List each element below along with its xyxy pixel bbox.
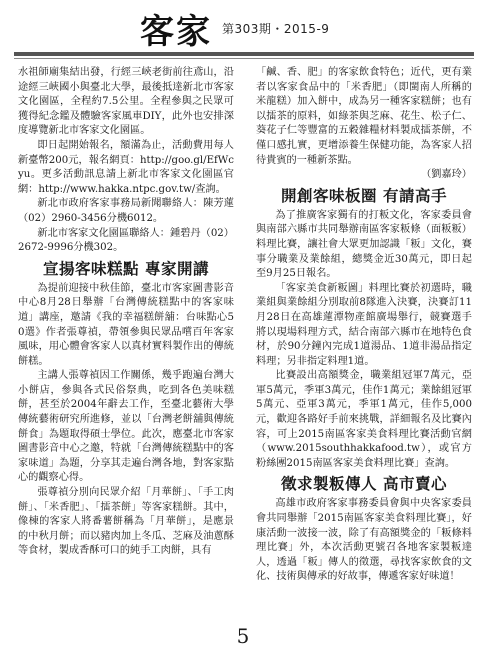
- right-column: [256, 66, 472, 585]
- paragraph: 即日起開始報名，額滿為止，活動費用每人新臺幣200元，報名網頁：http://goo.gl/EfWcyu。更多活動訊息請上新北市客家文化園區官網：http://www.hakka.ntpc.gov.tw/查詢。: [18, 139, 234, 195]
- paragraph: 張尊禎分別向民眾介紹「月華餅」、「手工肉餅」、「米香肥」、「擂茶餅」等客家糕餅。其中，像棟的客家人將番薯餅稱為「月華餅」，是應景的中秋月餅；而以豬肉加上冬瓜、芝麻及油蔥酥等食材，製成香酥可口的純手工肉餅，具有: [18, 487, 234, 557]
- article-heading: 開創客味板圈 有請高手: [281, 186, 447, 205]
- paragraph: 「鹹、香、肥」的客家飲食特色；近代，更有業者以客家食品中的「米香肥」（即閩南人所稱的米龍糕）加入餅中，成為另一種客家糕餅；也有以擂茶的原料，如綠茶與芝麻、花生、松子仁、葵花子仁等豐富的五穀雜糧材料製成擂茶餅，不僅口感扎實，更增添養生保健功能，為客家人招待貴賓的一種新茶點。: [256, 67, 472, 166]
- paragraph: 比賽設出高額獎金，職業組冠軍7萬元，亞軍5萬元，季軍3萬元，佳作1萬元；業餘組冠軍5萬元、亞軍3萬元，季軍1萬元，佳作5,000元，歡迎各路好手前來挑戰，詳細報名及比賽內容，可上2015南區客家美食料理比賽活動官網（www.2015southhakkafood.tw），或官方粉絲團2015南區客家美食料理比賽」查詢。: [256, 370, 472, 469]
- issue-info: 第303期・2015-9: [222, 22, 330, 36]
- header-rule: [14, 52, 474, 56]
- header-rule-thin: [14, 58, 474, 59]
- paragraph: 新北市客家文化園區聯絡人：鍾碧丹（02）2672-9996分機302。: [18, 227, 234, 254]
- paragraph: 高雄市政府客家事務委員會與中央客家委員會共同舉辦「2015南區客家美食料理比賽」，好康活動一波接一波，除了有高額獎金的「粄條料理比賽」外，本次活動更號召各地客家製粄達人，透過「粄」傳人的徵選，尋找客家飲食的文化、技術與傳承的好故事，傳遞客家好味道！: [256, 498, 472, 583]
- paragraph: 水祖師廟集結出發，行經三峽老街前往鳶山，沿途經三峽國小與臺北大學，最後抵達新北市客家文化園區，全程約7.5公里。全程參與之民眾可獲得紀念鑑及體驗客家風車DIY，此外也安排深度導覽新北市客家文化園區。: [18, 67, 234, 137]
- author-credit: （劉嘉玲）: [421, 169, 472, 181]
- masthead: [0, 0, 486, 54]
- paragraph: 「客家美食新粄圖」料理比賽於初選時，職業組與業餘組分別取前8隊進入決賽，決賽訂11月28日在高雄蓮潭物產館廣場舉行，競賽選手將以現場料理方式，結合南部六縣市在地特色食材，於90分鐘內完成1道湯品、1道非湯品指定料理；另非指定料理1道。: [256, 282, 472, 367]
- magazine-logo: 客家: [140, 12, 212, 52]
- paragraph: 為提前迎接中秋佳節，臺北市客家圖書影音中心8月28日舉辦「台灣傳統糕點中的客家味道」講座，邀請《我的幸福糕餅舖：台味點心50選》作者張尊禎，帶領參與民眾品嚐百年客家風味，用心體會客家人以真材實料製作出的傳統餅糕。: [18, 282, 234, 367]
- article-heading: 徵求製粄傳人 高市賣心: [281, 475, 447, 494]
- page-number: 5: [236, 624, 250, 648]
- article-heading: 宣揚客味糕點 專家開講: [43, 259, 209, 278]
- left-column: [18, 66, 234, 559]
- paragraph: 新北市政府客家事務局新聞聯絡人：陳芳蓮（02）2960-3456分機6012。: [18, 198, 234, 224]
- paragraph: 為了推廣客家獨有的打粄文化，客家委員會與南部六縣市共同舉辦南區客家粄條（面粄粄）料理比賽，讓社會大眾更加認識「粄」文化，賽事分職業及業餘組，總獎金近30萬元，即日起至9月25日報名。: [256, 209, 472, 280]
- paragraph: 主講人張尊禎因工作關係，幾乎跑遍台灣大小餅店，參與各式民俗祭典，吃到各色美味糕餅，甚至於2004年辭去工作，至臺北藝術大學傳統藝術研究所進修，並以「台灣老餅舖與傳統餅食」為題取得碩士學位。此次，應臺北市客家圖書影音中心之邀，特就「台灣傳統糕點中的客家味道」為題，分享其走遍台灣各地，對客家點心的觀察心得。: [18, 370, 234, 484]
